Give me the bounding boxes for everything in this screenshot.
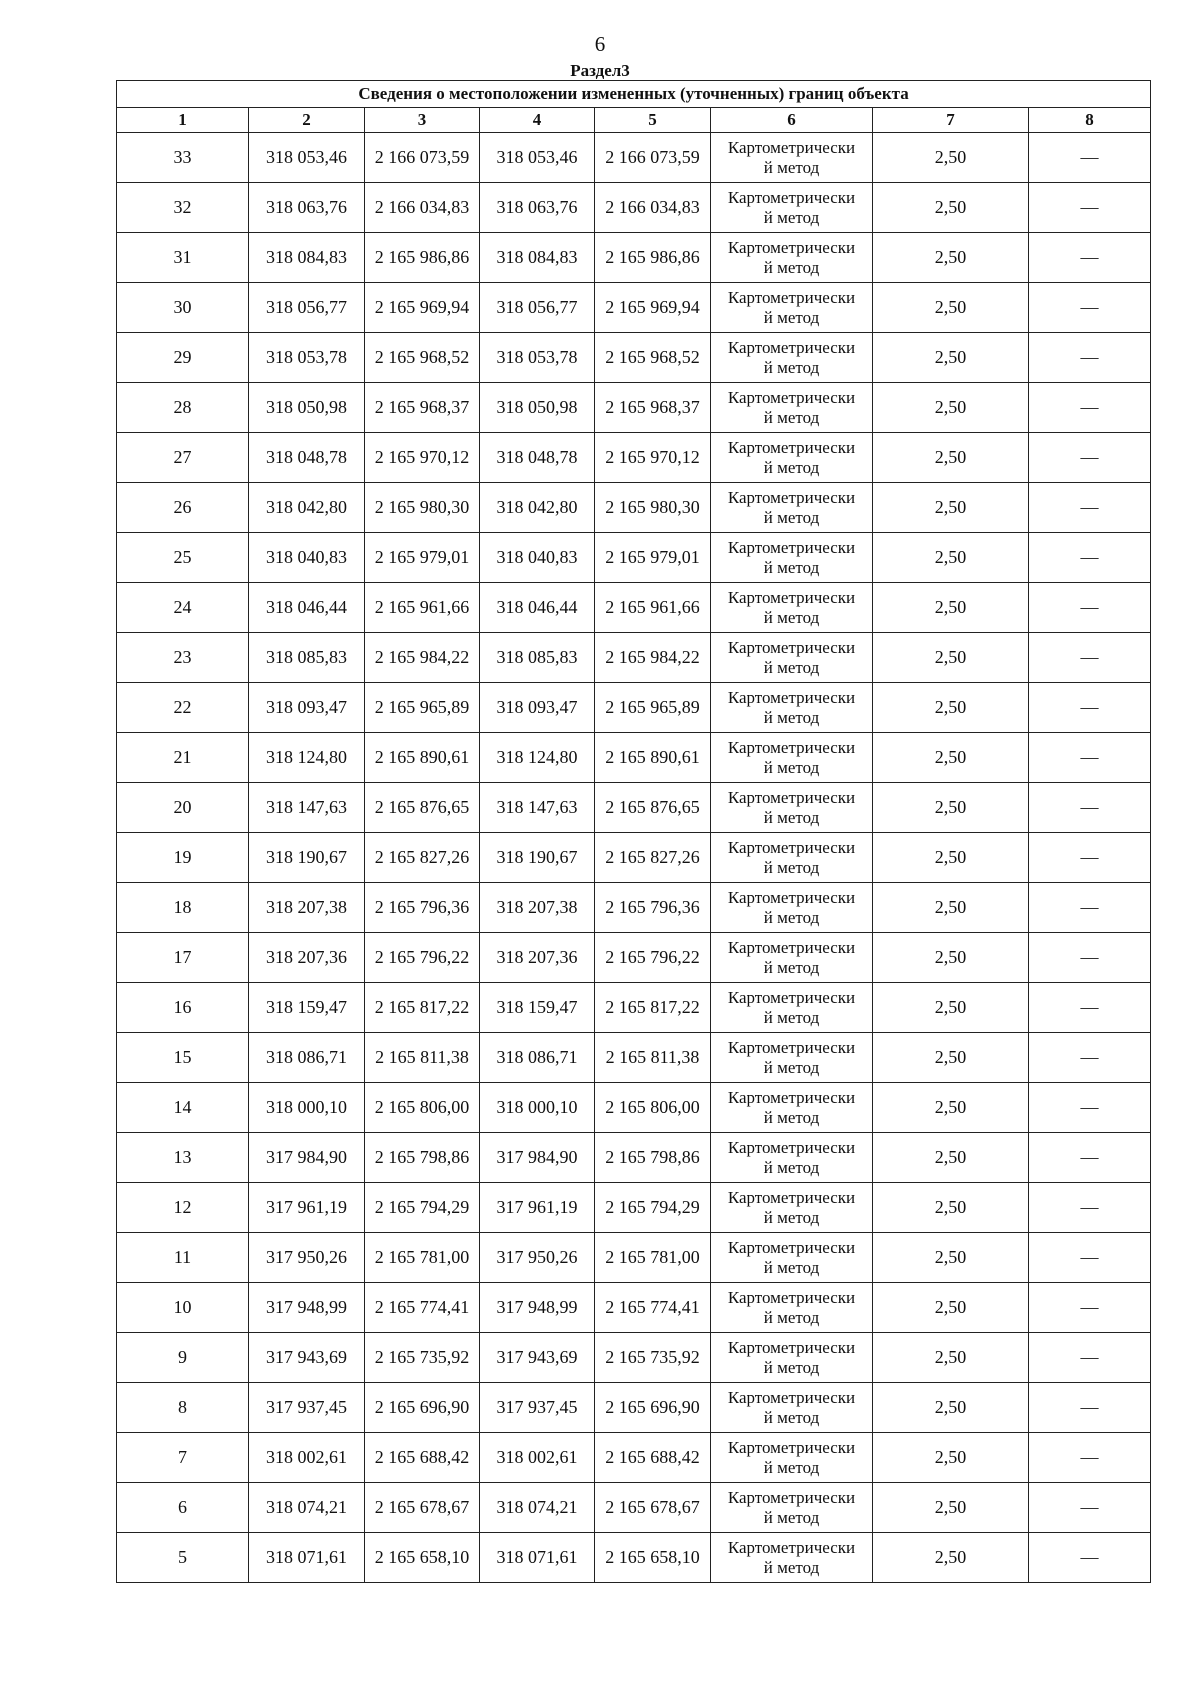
refined-y-cell: 2 165 986,86	[595, 233, 711, 283]
accuracy-cell: 2,50	[873, 1133, 1029, 1183]
existing-y-cell: 2 165 876,65	[365, 783, 480, 833]
point-number-cell: 12	[117, 1183, 249, 1233]
refined-y-cell: 2 165 968,37	[595, 383, 711, 433]
refined-y-cell: 2 165 794,29	[595, 1183, 711, 1233]
existing-x-cell: 317 948,99	[249, 1283, 365, 1333]
existing-x-cell: 317 961,19	[249, 1183, 365, 1233]
existing-x-cell: 318 207,36	[249, 933, 365, 983]
refined-y-cell: 2 165 774,41	[595, 1283, 711, 1333]
table-row	[117, 1033, 1151, 1083]
description-cell: —	[1029, 133, 1151, 183]
table-row	[117, 533, 1151, 583]
point-number-cell: 20	[117, 783, 249, 833]
determination-method-cell: Картометрически й метод	[711, 583, 873, 633]
determination-method-cell: Картометрически й метод	[711, 1533, 873, 1583]
table-row	[117, 983, 1151, 1033]
description-cell: —	[1029, 283, 1151, 333]
table-row	[117, 183, 1151, 233]
accuracy-cell: 2,50	[873, 1333, 1029, 1383]
accuracy-cell: 2,50	[873, 1283, 1029, 1333]
determination-method-cell: Картометрически й метод	[711, 983, 873, 1033]
existing-y-cell: 2 165 969,94	[365, 283, 480, 333]
determination-method-cell: Картометрически й метод	[711, 1033, 873, 1083]
column-number: 1	[117, 108, 249, 133]
existing-x-cell: 318 002,61	[249, 1433, 365, 1483]
table-body	[117, 133, 1151, 1583]
refined-y-cell: 2 165 969,94	[595, 283, 711, 333]
determination-method-cell: Картометрически й метод	[711, 233, 873, 283]
refined-x-cell: 317 984,90	[480, 1133, 595, 1183]
determination-method-cell: Картометрически й метод	[711, 783, 873, 833]
refined-x-cell: 317 943,69	[480, 1333, 595, 1383]
existing-y-cell: 2 165 811,38	[365, 1033, 480, 1083]
table-row	[117, 683, 1151, 733]
table-row	[117, 1233, 1151, 1283]
existing-x-cell: 318 124,80	[249, 733, 365, 783]
existing-x-cell: 317 984,90	[249, 1133, 365, 1183]
description-cell: —	[1029, 333, 1151, 383]
determination-method-cell: Картометрически й метод	[711, 833, 873, 883]
refined-x-cell: 318 050,98	[480, 383, 595, 433]
description-cell: —	[1029, 1233, 1151, 1283]
description-cell: —	[1029, 233, 1151, 283]
determination-method-cell: Картометрически й метод	[711, 183, 873, 233]
determination-method-cell: Картометрически й метод	[711, 883, 873, 933]
determination-method-cell: Картометрически й метод	[711, 433, 873, 483]
accuracy-cell: 2,50	[873, 1383, 1029, 1433]
column-number: 8	[1029, 108, 1151, 133]
description-cell: —	[1029, 533, 1151, 583]
determination-method-cell: Картометрически й метод	[711, 1133, 873, 1183]
description-cell: —	[1029, 433, 1151, 483]
refined-x-cell: 317 937,45	[480, 1383, 595, 1433]
point-number-cell: 15	[117, 1033, 249, 1083]
refined-y-cell: 2 165 806,00	[595, 1083, 711, 1133]
refined-x-cell: 318 207,38	[480, 883, 595, 933]
existing-y-cell: 2 165 984,22	[365, 633, 480, 683]
refined-x-cell: 318 085,83	[480, 633, 595, 683]
column-number-row	[117, 108, 1151, 133]
column-number: 3	[365, 108, 480, 133]
column-number: 6	[711, 108, 873, 133]
description-cell: —	[1029, 1283, 1151, 1333]
description-cell: —	[1029, 583, 1151, 633]
point-number-cell: 17	[117, 933, 249, 983]
accuracy-cell: 2,50	[873, 783, 1029, 833]
accuracy-cell: 2,50	[873, 233, 1029, 283]
refined-x-cell: 318 002,61	[480, 1433, 595, 1483]
accuracy-cell: 2,50	[873, 333, 1029, 383]
existing-y-cell: 2 165 774,41	[365, 1283, 480, 1333]
point-number-cell: 22	[117, 683, 249, 733]
refined-y-cell: 2 165 688,42	[595, 1433, 711, 1483]
point-number-cell: 18	[117, 883, 249, 933]
refined-y-cell: 2 165 781,00	[595, 1233, 711, 1283]
refined-x-cell: 318 074,21	[480, 1483, 595, 1533]
point-number-cell: 7	[117, 1433, 249, 1483]
point-number-cell: 32	[117, 183, 249, 233]
refined-y-cell: 2 165 980,30	[595, 483, 711, 533]
refined-x-cell: 318 207,36	[480, 933, 595, 983]
table-row	[117, 733, 1151, 783]
existing-x-cell: 318 093,47	[249, 683, 365, 733]
existing-x-cell: 318 085,83	[249, 633, 365, 683]
column-number: 4	[480, 108, 595, 133]
determination-method-cell: Картометрически й метод	[711, 1283, 873, 1333]
refined-x-cell: 318 000,10	[480, 1083, 595, 1133]
refined-x-cell: 318 040,83	[480, 533, 595, 583]
existing-x-cell: 317 937,45	[249, 1383, 365, 1433]
refined-y-cell: 2 165 678,67	[595, 1483, 711, 1533]
description-cell: —	[1029, 1333, 1151, 1383]
table-row	[117, 1133, 1151, 1183]
refined-x-cell: 318 063,76	[480, 183, 595, 233]
refined-y-cell: 2 165 796,36	[595, 883, 711, 933]
accuracy-cell: 2,50	[873, 383, 1029, 433]
description-cell: —	[1029, 1033, 1151, 1083]
description-cell: —	[1029, 183, 1151, 233]
determination-method-cell: Картометрически й метод	[711, 533, 873, 583]
determination-method-cell: Картометрически й метод	[711, 133, 873, 183]
refined-x-cell: 318 084,83	[480, 233, 595, 283]
existing-y-cell: 2 165 735,92	[365, 1333, 480, 1383]
existing-y-cell: 2 165 798,86	[365, 1133, 480, 1183]
table-row	[117, 1433, 1151, 1483]
point-number-cell: 33	[117, 133, 249, 183]
determination-method-cell: Картометрически й метод	[711, 933, 873, 983]
refined-x-cell: 317 961,19	[480, 1183, 595, 1233]
description-cell: —	[1029, 683, 1151, 733]
existing-x-cell: 318 050,98	[249, 383, 365, 433]
accuracy-cell: 2,50	[873, 283, 1029, 333]
existing-y-cell: 2 165 968,52	[365, 333, 480, 383]
existing-y-cell: 2 165 890,61	[365, 733, 480, 783]
point-number-cell: 19	[117, 833, 249, 883]
refined-y-cell: 2 165 735,92	[595, 1333, 711, 1383]
refined-x-cell: 318 053,46	[480, 133, 595, 183]
accuracy-cell: 2,50	[873, 183, 1029, 233]
existing-x-cell: 318 048,78	[249, 433, 365, 483]
existing-x-cell: 318 074,21	[249, 1483, 365, 1533]
refined-y-cell: 2 165 658,10	[595, 1533, 711, 1583]
description-cell: —	[1029, 783, 1151, 833]
existing-x-cell: 318 056,77	[249, 283, 365, 333]
existing-x-cell: 318 063,76	[249, 183, 365, 233]
description-cell: —	[1029, 383, 1151, 433]
point-number-cell: 16	[117, 983, 249, 1033]
refined-y-cell: 2 165 890,61	[595, 733, 711, 783]
existing-y-cell: 2 165 817,22	[365, 983, 480, 1033]
table-row	[117, 1533, 1151, 1583]
determination-method-cell: Картометрически й метод	[711, 333, 873, 383]
point-number-cell: 30	[117, 283, 249, 333]
accuracy-cell: 2,50	[873, 533, 1029, 583]
table-row	[117, 1483, 1151, 1533]
accuracy-cell: 2,50	[873, 1483, 1029, 1533]
table-row	[117, 933, 1151, 983]
refined-x-cell: 318 056,77	[480, 283, 595, 333]
table-row	[117, 1283, 1151, 1333]
determination-method-cell: Картометрически й метод	[711, 683, 873, 733]
description-cell: —	[1029, 883, 1151, 933]
existing-y-cell: 2 165 968,37	[365, 383, 480, 433]
accuracy-cell: 2,50	[873, 983, 1029, 1033]
refined-x-cell: 318 124,80	[480, 733, 595, 783]
determination-method-cell: Картометрически й метод	[711, 1233, 873, 1283]
column-number: 5	[595, 108, 711, 133]
refined-y-cell: 2 165 827,26	[595, 833, 711, 883]
refined-x-cell: 317 950,26	[480, 1233, 595, 1283]
table-row	[117, 283, 1151, 333]
point-number-cell: 10	[117, 1283, 249, 1333]
determination-method-cell: Картометрически й метод	[711, 383, 873, 433]
column-number: 2	[249, 108, 365, 133]
point-number-cell: 23	[117, 633, 249, 683]
existing-x-cell: 318 053,46	[249, 133, 365, 183]
description-cell: —	[1029, 1533, 1151, 1583]
accuracy-cell: 2,50	[873, 633, 1029, 683]
description-cell: —	[1029, 833, 1151, 883]
existing-x-cell: 318 147,63	[249, 783, 365, 833]
refined-y-cell: 2 165 817,22	[595, 983, 711, 1033]
existing-y-cell: 2 165 970,12	[365, 433, 480, 483]
refined-y-cell: 2 165 961,66	[595, 583, 711, 633]
determination-method-cell: Картометрически й метод	[711, 1183, 873, 1233]
refined-y-cell: 2 165 984,22	[595, 633, 711, 683]
determination-method-cell: Картометрически й метод	[711, 633, 873, 683]
existing-y-cell: 2 165 796,36	[365, 883, 480, 933]
description-cell: —	[1029, 483, 1151, 533]
point-number-cell: 11	[117, 1233, 249, 1283]
point-number-cell: 25	[117, 533, 249, 583]
refined-y-cell: 2 165 811,38	[595, 1033, 711, 1083]
accuracy-cell: 2,50	[873, 433, 1029, 483]
accuracy-cell: 2,50	[873, 1533, 1029, 1583]
determination-method-cell: Картометрически й метод	[711, 1433, 873, 1483]
existing-y-cell: 2 165 794,29	[365, 1183, 480, 1233]
refined-x-cell: 318 053,78	[480, 333, 595, 383]
table-row	[117, 433, 1151, 483]
existing-x-cell: 318 053,78	[249, 333, 365, 383]
existing-y-cell: 2 165 658,10	[365, 1533, 480, 1583]
refined-x-cell: 318 071,61	[480, 1533, 595, 1583]
existing-x-cell: 318 086,71	[249, 1033, 365, 1083]
refined-x-cell: 318 046,44	[480, 583, 595, 633]
existing-y-cell: 2 165 827,26	[365, 833, 480, 883]
existing-x-cell: 318 190,67	[249, 833, 365, 883]
existing-y-cell: 2 165 965,89	[365, 683, 480, 733]
refined-x-cell: 318 147,63	[480, 783, 595, 833]
description-cell: —	[1029, 633, 1151, 683]
refined-y-cell: 2 165 965,89	[595, 683, 711, 733]
point-number-cell: 31	[117, 233, 249, 283]
table-row	[117, 1333, 1151, 1383]
point-number-cell: 28	[117, 383, 249, 433]
refined-y-cell: 2 165 968,52	[595, 333, 711, 383]
existing-y-cell: 2 165 986,86	[365, 233, 480, 283]
description-cell: —	[1029, 1483, 1151, 1533]
point-number-cell: 24	[117, 583, 249, 633]
accuracy-cell: 2,50	[873, 683, 1029, 733]
table-row	[117, 1383, 1151, 1433]
accuracy-cell: 2,50	[873, 933, 1029, 983]
description-cell: —	[1029, 1133, 1151, 1183]
refined-y-cell: 2 166 073,59	[595, 133, 711, 183]
refined-x-cell: 318 190,67	[480, 833, 595, 883]
description-cell: —	[1029, 933, 1151, 983]
point-number-cell: 8	[117, 1383, 249, 1433]
determination-method-cell: Картометрически й метод	[711, 1483, 873, 1533]
section-title: Раздел3	[570, 61, 630, 80]
point-number-cell: 5	[117, 1533, 249, 1583]
existing-y-cell: 2 165 980,30	[365, 483, 480, 533]
table-row	[117, 483, 1151, 533]
refined-x-cell: 318 042,80	[480, 483, 595, 533]
refined-y-cell: 2 165 876,65	[595, 783, 711, 833]
boundary-coordinates-table	[116, 80, 1151, 1583]
point-number-cell: 9	[117, 1333, 249, 1383]
existing-x-cell: 317 943,69	[249, 1333, 365, 1383]
accuracy-cell: 2,50	[873, 1183, 1029, 1233]
point-number-cell: 21	[117, 733, 249, 783]
refined-x-cell: 318 159,47	[480, 983, 595, 1033]
accuracy-cell: 2,50	[873, 1083, 1029, 1133]
table-caption-row	[117, 81, 1151, 108]
point-number-cell: 26	[117, 483, 249, 533]
table-caption: Сведения о местоположении измененных (уточненных) границ объекта	[117, 81, 1151, 108]
existing-y-cell: 2 165 806,00	[365, 1083, 480, 1133]
description-cell: —	[1029, 1083, 1151, 1133]
refined-y-cell: 2 165 696,90	[595, 1383, 711, 1433]
existing-y-cell: 2 166 034,83	[365, 183, 480, 233]
existing-x-cell: 318 046,44	[249, 583, 365, 633]
determination-method-cell: Картометрически й метод	[711, 733, 873, 783]
existing-y-cell: 2 165 961,66	[365, 583, 480, 633]
existing-y-cell: 2 165 696,90	[365, 1383, 480, 1433]
description-cell: —	[1029, 1433, 1151, 1483]
existing-x-cell: 318 071,61	[249, 1533, 365, 1583]
refined-y-cell: 2 165 798,86	[595, 1133, 711, 1183]
determination-method-cell: Картометрически й метод	[711, 283, 873, 333]
accuracy-cell: 2,50	[873, 833, 1029, 883]
existing-y-cell: 2 165 796,22	[365, 933, 480, 983]
accuracy-cell: 2,50	[873, 883, 1029, 933]
determination-method-cell: Картометрически й метод	[711, 1083, 873, 1133]
table-row	[117, 233, 1151, 283]
point-number-cell: 29	[117, 333, 249, 383]
table-row	[117, 633, 1151, 683]
accuracy-cell: 2,50	[873, 733, 1029, 783]
point-number-cell: 27	[117, 433, 249, 483]
page-number: 6	[594, 32, 606, 56]
table-row	[117, 383, 1151, 433]
table-row	[117, 833, 1151, 883]
description-cell: —	[1029, 983, 1151, 1033]
refined-x-cell: 318 048,78	[480, 433, 595, 483]
point-number-cell: 6	[117, 1483, 249, 1533]
existing-x-cell: 318 000,10	[249, 1083, 365, 1133]
accuracy-cell: 2,50	[873, 483, 1029, 533]
column-number: 7	[873, 108, 1029, 133]
refined-x-cell: 318 093,47	[480, 683, 595, 733]
refined-y-cell: 2 165 970,12	[595, 433, 711, 483]
accuracy-cell: 2,50	[873, 133, 1029, 183]
determination-method-cell: Картометрически й метод	[711, 1333, 873, 1383]
description-cell: —	[1029, 733, 1151, 783]
existing-y-cell: 2 166 073,59	[365, 133, 480, 183]
table-row	[117, 583, 1151, 633]
table-row	[117, 1083, 1151, 1133]
accuracy-cell: 2,50	[873, 583, 1029, 633]
existing-y-cell: 2 165 688,42	[365, 1433, 480, 1483]
refined-x-cell: 318 086,71	[480, 1033, 595, 1083]
existing-x-cell: 317 950,26	[249, 1233, 365, 1283]
description-cell: —	[1029, 1383, 1151, 1433]
table-row	[117, 133, 1151, 183]
existing-y-cell: 2 165 678,67	[365, 1483, 480, 1533]
existing-y-cell: 2 165 781,00	[365, 1233, 480, 1283]
point-number-cell: 13	[117, 1133, 249, 1183]
existing-x-cell: 318 042,80	[249, 483, 365, 533]
existing-x-cell: 318 207,38	[249, 883, 365, 933]
determination-method-cell: Картометрически й метод	[711, 483, 873, 533]
existing-y-cell: 2 165 979,01	[365, 533, 480, 583]
table-row	[117, 1183, 1151, 1233]
point-number-cell: 14	[117, 1083, 249, 1133]
refined-y-cell: 2 166 034,83	[595, 183, 711, 233]
accuracy-cell: 2,50	[873, 1233, 1029, 1283]
accuracy-cell: 2,50	[873, 1433, 1029, 1483]
existing-x-cell: 318 084,83	[249, 233, 365, 283]
refined-y-cell: 2 165 796,22	[595, 933, 711, 983]
table-row	[117, 783, 1151, 833]
determination-method-cell: Картометрически й метод	[711, 1383, 873, 1433]
table-row	[117, 883, 1151, 933]
accuracy-cell: 2,50	[873, 1033, 1029, 1083]
existing-x-cell: 318 040,83	[249, 533, 365, 583]
refined-x-cell: 317 948,99	[480, 1283, 595, 1333]
table-row	[117, 333, 1151, 383]
existing-x-cell: 318 159,47	[249, 983, 365, 1033]
refined-y-cell: 2 165 979,01	[595, 533, 711, 583]
description-cell: —	[1029, 1183, 1151, 1233]
